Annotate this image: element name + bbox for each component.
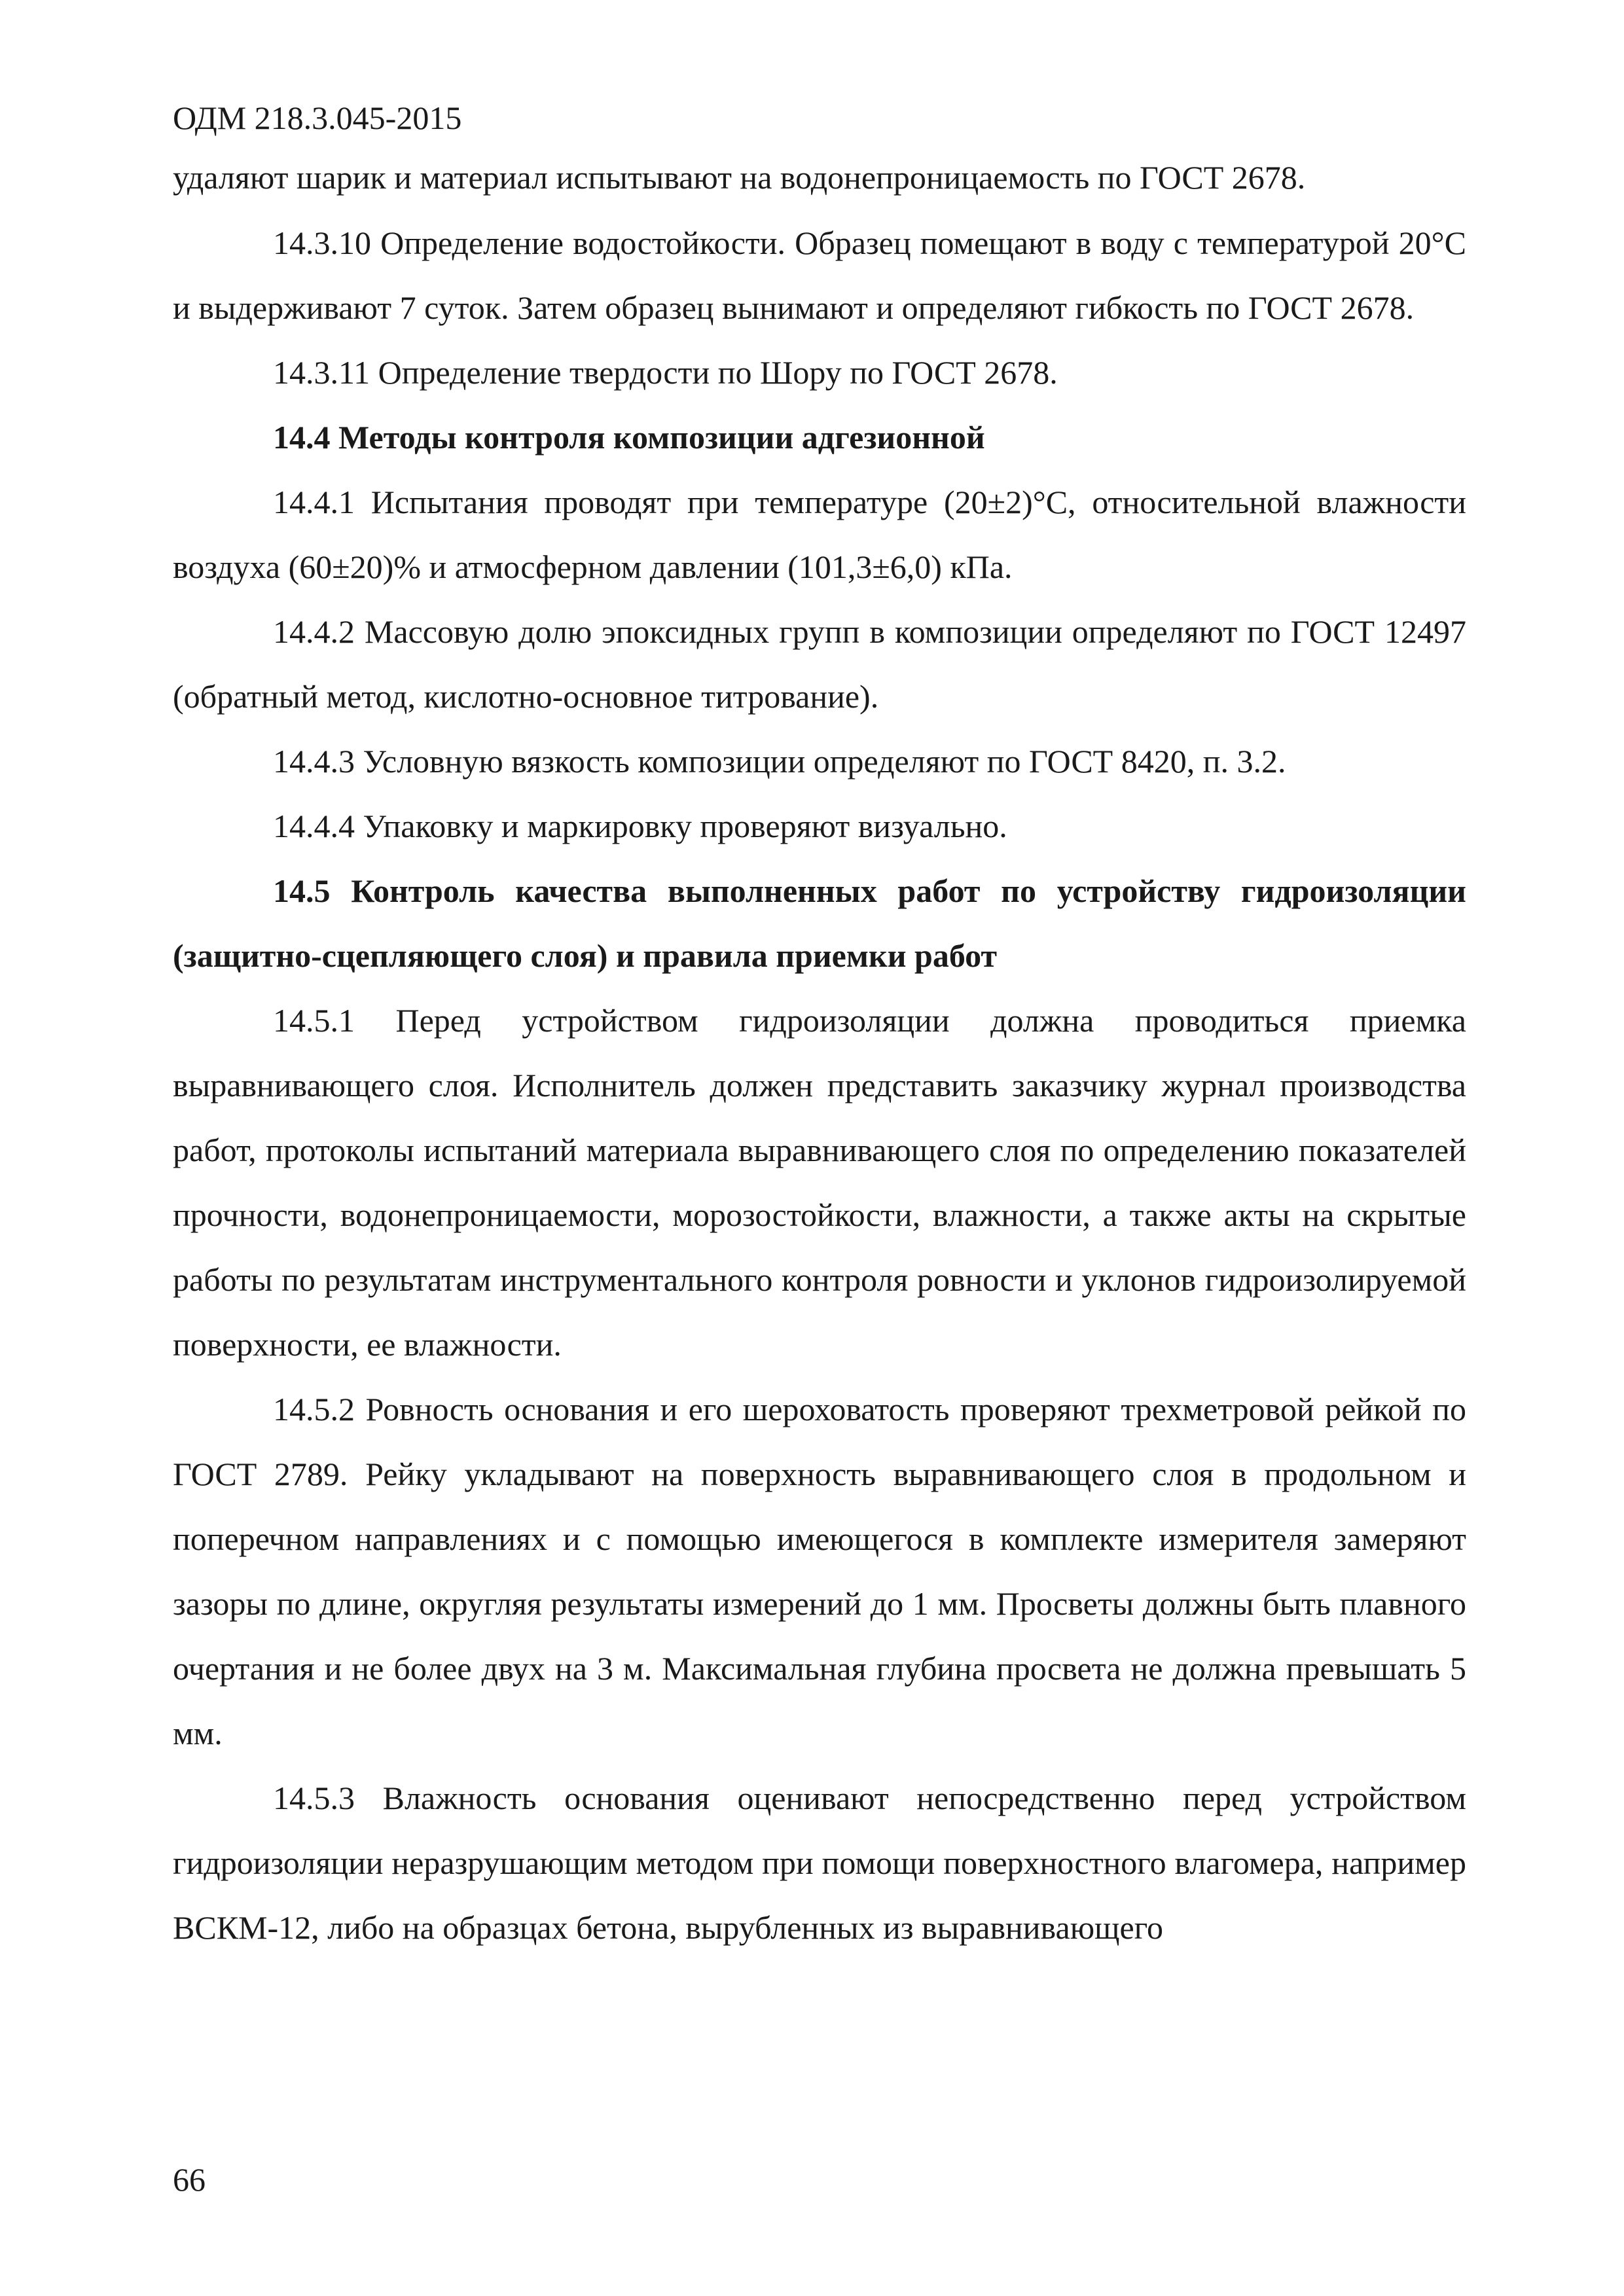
paragraph-14-3-11: 14.3.11 Определение твердости по Шору по ГОСТ 2678. <box>273 354 1058 391</box>
paragraph-14-4-1: 14.4.1 Испытания проводят при температуре (20±2)°С, относительной влажности воздуха (60±20)% и атмосферном давлении (101,3±6,0) кПа. <box>173 484 1466 585</box>
section-heading-14-5: 14.5 Контроль качества выполненных работ по устройству гидроизоляции (защитно-сцепляющего слоя) и правила приемки работ <box>173 872 1466 974</box>
paragraph-14-5-3: 14.5.3 Влажность основания оценивают непосредственно перед устройством гидроизоляции неразрушающим методом при помощи поверхностного влагомера, например ВСКМ-12, либо на образцах бетона, вырубленных из выравнивающего <box>173 1780 1466 1946</box>
paragraph-continuation: удаляют шарик и материал испытывают на водонепроницаемость по ГОСТ 2678. <box>173 159 1306 196</box>
paragraph-14-5-1: 14.5.1 Перед устройством гидроизоляции должна проводиться приемка выравнивающего слоя. Исполнитель должен представить заказчику журнал производства работ, протоколы испытаний материала выравнивающего слоя по определению показателей прочности, водонепроницаемости, морозостойкости, влажности, а также акты на скрытые работы по результатам инструментального контроля ровности и уклонов гидроизолируемой поверхности, ее влажности. <box>173 1002 1466 1363</box>
paragraph-14-3-10: 14.3.10 Определение водостойкости. Образец помещают в воду с температурой 20°С и выдерживают 7 суток. Затем образец вынимают и определяют гибкость по ГОСТ 2678. <box>173 224 1466 326</box>
paragraph-14-4-3: 14.4.3 Условную вязкость композиции определяют по ГОСТ 8420, п. 3.2. <box>273 743 1286 780</box>
section-heading-14-4: 14.4 Методы контроля композиции адгезионной <box>273 419 985 456</box>
document-body <box>173 145 1466 1960</box>
page-number: 66 <box>173 2161 206 2198</box>
paragraph-14-4-4: 14.4.4 Упаковку и маркировку проверяют визуально. <box>273 808 1007 844</box>
paragraph-14-4-2: 14.4.2 Массовую долю эпоксидных групп в композиции определяют по ГОСТ 12497 (обратный метод, кислотно-основное титрование). <box>173 613 1466 715</box>
document-code-header: ОДМ 218.3.045-2015 <box>173 99 462 136</box>
paragraph-14-5-2: 14.5.2 Ровность основания и его шероховатость проверяют трехметровой рейкой по ГОСТ 2789. Рейку укладывают на поверхность выравнивающего слоя в продольном и поперечном направлениях и с помощью имеющегося в комплекте измерителя замеряют зазоры по длине, округляя результаты измерений до 1 мм. Просветы должны быть плавного очертания и не более двух на 3 м. Максимальная глубина просвета не должна превышать 5 мм. <box>173 1391 1466 1751</box>
